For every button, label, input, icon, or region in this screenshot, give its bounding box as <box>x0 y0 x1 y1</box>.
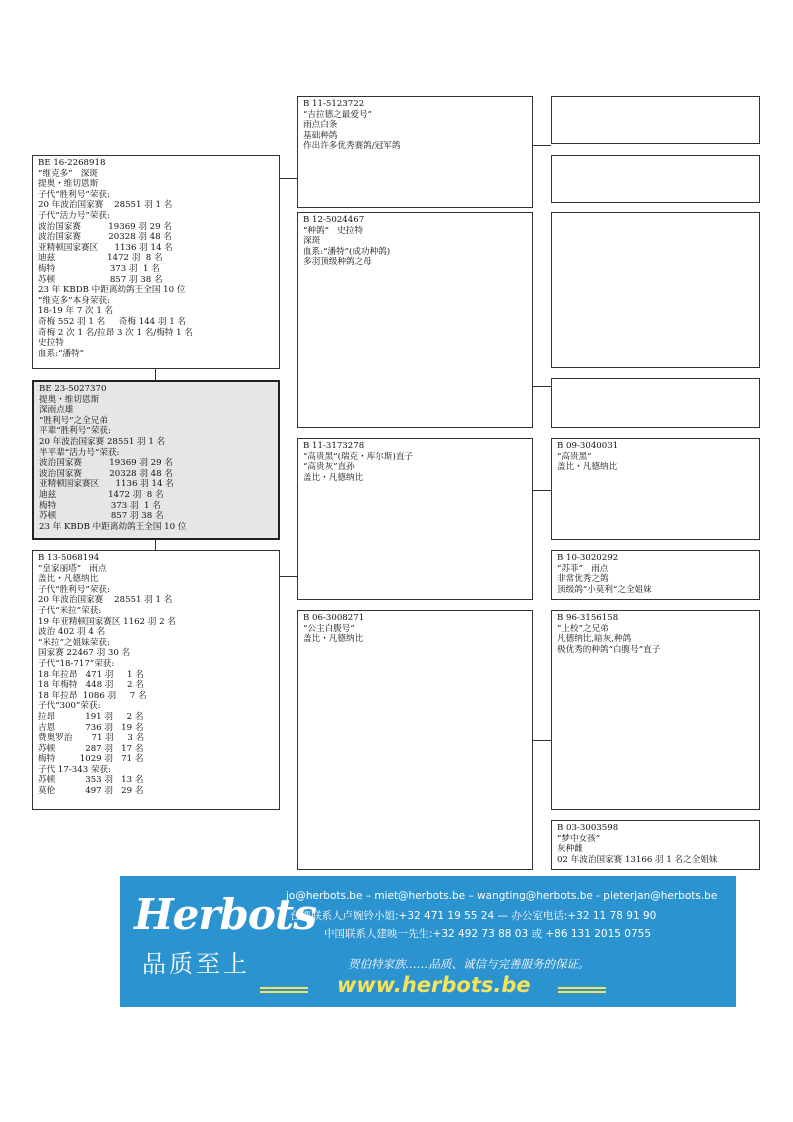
pedigree-line: 深雨点雄 <box>39 405 74 416</box>
slogan: 品质至上 <box>142 950 250 978</box>
pedigree-line: 血系:“潘特” <box>38 348 85 359</box>
connector <box>533 386 551 387</box>
pedigree-line: “吉拉德之最爱号” <box>303 109 372 120</box>
pedigree-line: 23 年 KBDB 中距离幼鸽王全国 10 位 <box>38 285 186 296</box>
pedigree-line: 梅特 373 羽 1 名 <box>38 263 160 274</box>
pedigree-line: “梦中女孩” <box>557 833 601 844</box>
taiwan-contact: 台湾联系人卢婉铃小姐:+32 471 19 55 24 — 办公室电话:+32 11 78 91 90 <box>290 910 657 922</box>
connector <box>280 178 297 179</box>
pedigree-line: 盖比・凡德纳比 <box>303 472 364 483</box>
pedigree-line: 20 年波治国家赛 28551 羽 1 名 <box>38 200 173 211</box>
pedigree-line: 莫伦 497 羽 29 名 <box>38 786 144 797</box>
pedigree-line: 子代“胜利号”荣获: <box>38 189 110 200</box>
pedigree-line: 盖比・凡德纳比 <box>38 574 99 585</box>
pedigree-line: 极优秀的种鸽“白腹号”直子 <box>557 644 661 655</box>
ring-number: B 12-5024467 <box>303 215 365 225</box>
china-contact: 中国联系人建映一先生:+32 492 73 88 03 或 +86 131 2015 0755 <box>324 928 652 940</box>
pedigree-line: 奇梅 2 次 1 名/拉昂 3 次 1 名/梅特 1 名 <box>38 327 193 338</box>
pedigree-line: 梅特 373 羽 1 名 <box>39 500 161 511</box>
pedigree-line: 波治国家赛 19369 羽 29 名 <box>39 458 173 469</box>
pedigree-line: 子代“18-717”荣获: <box>38 658 115 669</box>
pedigree-line: 20 年波治国家赛 28551 羽 1 名 <box>38 595 173 606</box>
pedigree-line: “种鸽” 史拉特 <box>303 225 363 236</box>
pedigree-line: “米拉”之姐妹荣获: <box>38 637 110 648</box>
ring-number: B 03-3003598 <box>557 823 619 833</box>
connector <box>280 576 297 577</box>
pedigree-line: “上校”之兄弟 <box>557 623 609 634</box>
pedigree-line: “胜利号”之全兄弟 <box>39 415 108 426</box>
pedigree-line: 拉昂 191 羽 2 名 <box>38 711 144 722</box>
pedigree-line: 费奥罗治 71 羽 3 名 <box>38 733 145 744</box>
pedigree-line: 18 年梅特 448 羽 2 名 <box>38 680 144 691</box>
pedigree-line: 18 年拉昂 471 羽 1 名 <box>38 669 144 680</box>
pedigree-line: 子代 17-343 荣获: <box>38 764 111 775</box>
pedigree-line: 18 年拉昂 1086 羽 7 名 <box>38 690 147 701</box>
divider-right <box>558 991 606 993</box>
pedigree-line: “高贵黑” <box>557 451 592 462</box>
connector <box>155 540 156 550</box>
connector <box>533 145 551 146</box>
ancestor-box-1 <box>551 96 760 144</box>
pedigree-line: 02 年波治国家赛 13166 羽 1 名之全姐妹 <box>557 854 718 865</box>
herbots-logo: Herbots <box>134 890 316 939</box>
pedigree-line: 奇梅 552 羽 1 名 奇梅 144 羽 1 名 <box>38 316 187 327</box>
connector <box>533 490 551 491</box>
pedigree-line: 盖比・凡德纳比 <box>303 634 364 645</box>
pedigree-line: 史拉特 <box>38 338 64 349</box>
ancestor-box-2 <box>551 155 760 203</box>
ring-number: BE 16-2268918 <box>38 158 106 168</box>
ancestor-box-7 <box>551 610 760 810</box>
pedigree-line: 平辈“胜利号”荣获: <box>39 426 111 437</box>
pedigree-line: 波治 402 羽 4 名 <box>38 627 106 638</box>
divider-left <box>260 987 308 989</box>
connector <box>155 369 156 380</box>
tagline: 贺伯特家族……品质、诚信与完善服务的保证。 <box>348 957 590 971</box>
pedigree-line: “公主白腹号” <box>303 623 355 634</box>
pedigree-line: 凡德纳比,暗灰,种鸽 <box>557 634 632 645</box>
pedigree-line: 顶级鸽“小莫利”之全姐妹 <box>557 584 652 595</box>
pedigree-line: 血系:“潘特”(成功种鸽) <box>303 246 391 257</box>
ring-number: B 11-5123722 <box>303 99 365 109</box>
ring-number: B 06-3008271 <box>303 613 365 623</box>
pedigree-line: 19 年亚精顿国家赛区 1162 羽 2 名 <box>38 616 176 627</box>
pedigree-line: 迪兹 1472 羽 8 名 <box>38 253 163 264</box>
dam-sire-box <box>297 438 533 600</box>
pedigree-line: 子代“300”荣获: <box>38 701 101 712</box>
sire-dam-box <box>297 212 533 428</box>
pedigree-line: 18-19 年 7 次 1 名 <box>38 306 114 317</box>
pedigree-line: 苏顿 857 羽 38 名 <box>39 511 164 522</box>
pedigree-line: “高贵黑”(瑞克・库尔斯)直子 <box>303 451 414 462</box>
pedigree-line: 提奥・维切恩斯 <box>39 394 100 405</box>
divider-right <box>558 987 606 989</box>
pedigree-line: 盖比・凡德纳比 <box>557 462 618 473</box>
sire-box <box>32 155 280 369</box>
pedigree-line: “维克多” 深斑 <box>38 168 98 179</box>
pedigree-line: 亚精顿国家赛区 1136 羽 14 名 <box>39 479 174 490</box>
subject-pigeon-box <box>32 380 280 540</box>
website-link[interactable]: www.herbots.be <box>337 973 531 997</box>
divider-left <box>260 991 308 993</box>
pedigree-line: 子代“活力号”荣获: <box>38 210 110 221</box>
pedigree-line: 波治国家赛 19369 羽 29 名 <box>38 221 172 232</box>
ring-number: B 10-3020292 <box>557 553 619 563</box>
ancestor-box-3 <box>551 212 760 368</box>
pedigree-line: 苏顿 353 羽 13 名 <box>38 775 144 786</box>
ancestor-box-8 <box>551 820 760 870</box>
ring-number: B 09-3040031 <box>557 441 619 451</box>
pedigree-line: 梅特 1029 羽 71 名 <box>38 754 144 765</box>
ring-number: B 11-3173278 <box>303 441 365 451</box>
pedigree-line: 波治国家赛 20328 羽 48 名 <box>38 232 172 243</box>
pedigree-line: 20 年波治国家赛 28551 羽 1 名 <box>39 436 166 447</box>
pedigree-line: 基础种鸽 <box>303 130 338 141</box>
pedigree-line: 子代“胜利号”荣获: <box>38 584 110 595</box>
dam-box <box>32 550 280 810</box>
pedigree-line: “皇家丽塔” 雨点 <box>38 563 107 574</box>
pedigree-line: 迪兹 1472 羽 8 名 <box>39 489 164 500</box>
pedigree-line: 多羽顶级种鸽之母 <box>303 257 372 268</box>
pedigree-line: 吉恩 736 羽 19 名 <box>38 722 144 733</box>
pedigree-line: 雨点白条 <box>303 120 338 131</box>
pedigree-line: 作出许多优秀赛鸽/冠军鸽 <box>303 141 401 152</box>
ring-number: BE 23-5027370 <box>39 384 107 394</box>
dam-dam-box <box>297 610 533 870</box>
pedigree-line: 23 年 KBDB 中距离幼鸽王全国 10 位 <box>39 521 187 532</box>
pedigree-line: “苏菲” 雨点 <box>557 563 609 574</box>
herbots-banner <box>120 876 736 1007</box>
pedigree-line: “高贵灰”直孙 <box>303 462 355 473</box>
ancestor-box-5 <box>551 438 760 540</box>
pedigree-line: 亚精顿国家赛区 1136 羽 14 名 <box>38 242 173 253</box>
email-list: jo@herbots.be – miet@herbots.be – wangting@herbots.be - pieterjan@herbots.be <box>286 890 718 902</box>
pedigree-line: 波治国家赛 20328 羽 48 名 <box>39 468 173 479</box>
ancestor-box-4 <box>551 378 760 428</box>
sire-sire-box <box>297 96 533 208</box>
pedigree-line: 提奥・维切恩斯 <box>38 179 99 190</box>
pedigree-line: 国家赛 22467 羽 30 名 <box>38 648 131 659</box>
ring-number: B 96-3156158 <box>557 613 619 623</box>
pedigree-line: 子代“米拉”荣获: <box>38 605 102 616</box>
pedigree-line: 灰种雌 <box>557 844 583 855</box>
pedigree-line: 苏顿 287 羽 17 名 <box>38 743 144 754</box>
pedigree-line: 非常优秀之鸽 <box>557 574 609 585</box>
ring-number: B 13-5068194 <box>38 553 100 563</box>
ancestor-box-6 <box>551 550 760 600</box>
pedigree-line: 半平辈“活力号”荣获: <box>39 447 120 458</box>
pedigree-line: 苏顿 857 羽 38 名 <box>38 274 163 285</box>
pedigree-line: 深斑 <box>303 236 321 247</box>
pedigree-line: “维克多”本身荣获: <box>38 295 110 306</box>
connector <box>533 740 551 741</box>
